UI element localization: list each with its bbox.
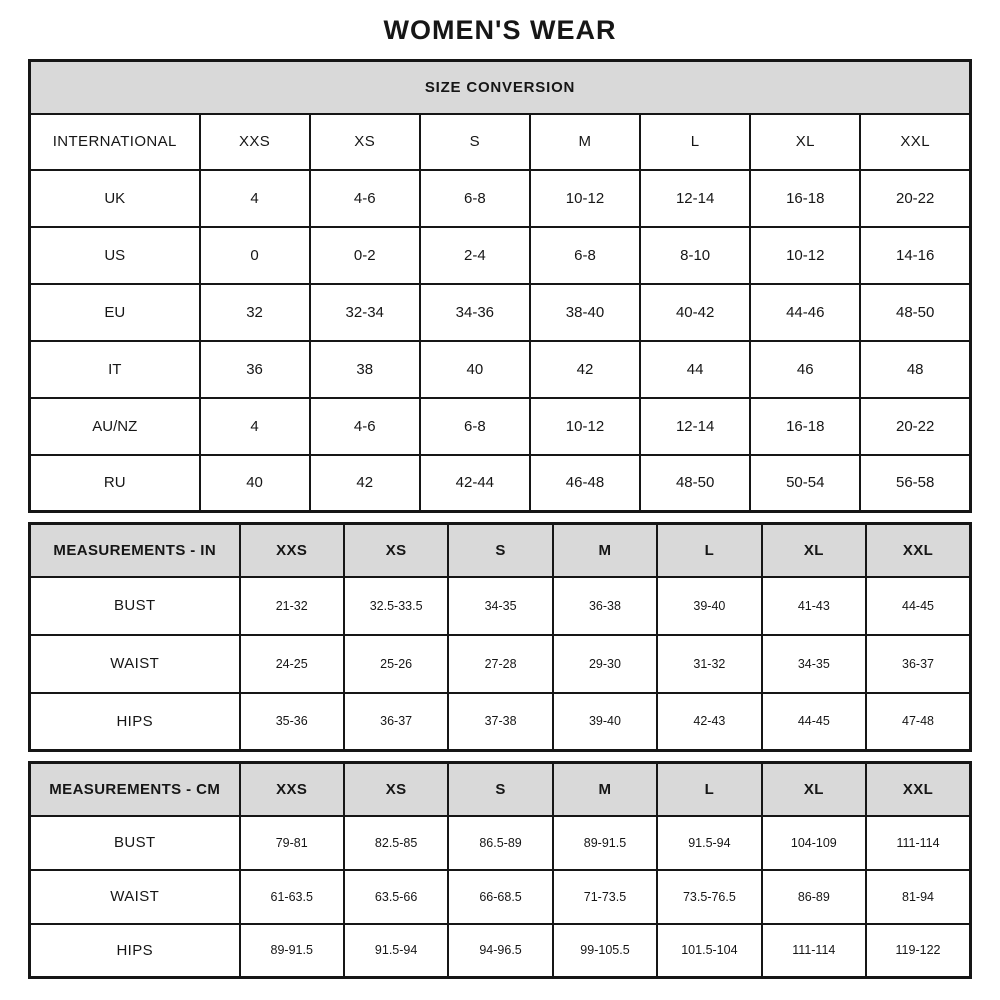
cell-uk-xl: 16-18 [750, 170, 860, 227]
cell-hips-xl: 44-45 [762, 693, 866, 751]
row-label-hips: HIPS [30, 924, 240, 978]
header-label-measurements-cm: MEASUREMENTS - CM [30, 763, 240, 816]
row-label-ru: RU [30, 455, 200, 512]
cell-bust-xxs: 79-81 [240, 816, 344, 870]
header-row [30, 524, 971, 577]
cell-bust-s: 86.5-89 [448, 816, 552, 870]
table-row-au-nz [30, 398, 971, 455]
cell-bust-m: 89-91.5 [553, 816, 657, 870]
tables-container [28, 59, 972, 979]
cell-waist-xl: 86-89 [762, 870, 866, 924]
cell-uk-s: 6-8 [420, 170, 530, 227]
cell-hips-l: 42-43 [657, 693, 761, 751]
header-size-m: M [553, 524, 657, 577]
cell-eu-xl: 44-46 [750, 284, 860, 341]
cell-it-s: 40 [420, 341, 530, 398]
cell-hips-l: 101.5-104 [657, 924, 761, 978]
row-label-bust: BUST [30, 577, 240, 635]
cell-waist-l: 31-32 [657, 635, 761, 693]
row-label-uk: UK [30, 170, 200, 227]
cell-us-xl: 10-12 [750, 227, 860, 284]
cell-hips-s: 37-38 [448, 693, 552, 751]
cell-waist-xs: 63.5-66 [344, 870, 448, 924]
measurements-in-table [28, 522, 972, 752]
cell-it-xs: 38 [310, 341, 420, 398]
cell-eu-xxs: 32 [200, 284, 310, 341]
cell-bust-s: 34-35 [448, 577, 552, 635]
table-row-it [30, 341, 971, 398]
table-row-bust [30, 816, 971, 870]
cell-it-xxl: 48 [860, 341, 970, 398]
cell-us-xxs: 0 [200, 227, 310, 284]
header-size-xl: XL [762, 763, 866, 816]
size-conversion-table [28, 59, 972, 513]
cell-au-nz-xxs: 4 [200, 398, 310, 455]
cell-us-l: 8-10 [640, 227, 750, 284]
header-size-xxl: XXL [860, 114, 970, 170]
cell-hips-xxl: 47-48 [866, 693, 970, 751]
cell-us-xxl: 14-16 [860, 227, 970, 284]
header-size-s: S [448, 763, 552, 816]
cell-au-nz-xl: 16-18 [750, 398, 860, 455]
table-row-hips [30, 693, 971, 751]
table-row-us [30, 227, 971, 284]
table-row-eu [30, 284, 971, 341]
cell-bust-xs: 32.5-33.5 [344, 577, 448, 635]
header-size-l: L [657, 763, 761, 816]
cell-waist-xxs: 24-25 [240, 635, 344, 693]
cell-hips-xl: 111-114 [762, 924, 866, 978]
row-label-eu: EU [30, 284, 200, 341]
cell-us-s: 2-4 [420, 227, 530, 284]
cell-bust-xxl: 44-45 [866, 577, 970, 635]
cell-au-nz-xs: 4-6 [310, 398, 420, 455]
cell-bust-xl: 104-109 [762, 816, 866, 870]
header-size-s: S [420, 114, 530, 170]
cell-bust-xs: 82.5-85 [344, 816, 448, 870]
cell-bust-l: 91.5-94 [657, 816, 761, 870]
cell-bust-l: 39-40 [657, 577, 761, 635]
cell-bust-xxs: 21-32 [240, 577, 344, 635]
header-row [30, 114, 971, 170]
cell-ru-xl: 50-54 [750, 455, 860, 512]
cell-uk-l: 12-14 [640, 170, 750, 227]
cell-waist-xxs: 61-63.5 [240, 870, 344, 924]
cell-it-m: 42 [530, 341, 640, 398]
cell-au-nz-l: 12-14 [640, 398, 750, 455]
header-size-xxl: XXL [866, 524, 970, 577]
table-row-ru [30, 455, 971, 512]
cell-it-xxs: 36 [200, 341, 310, 398]
header-label-measurements-in: MEASUREMENTS - IN [30, 524, 240, 577]
table-row-waist [30, 870, 971, 924]
cell-eu-s: 34-36 [420, 284, 530, 341]
row-label-us: US [30, 227, 200, 284]
cell-it-l: 44 [640, 341, 750, 398]
cell-ru-s: 42-44 [420, 455, 530, 512]
table-title-band [30, 61, 971, 114]
cell-hips-s: 94-96.5 [448, 924, 552, 978]
header-size-xxs: XXS [240, 763, 344, 816]
row-label-it: IT [30, 341, 200, 398]
cell-ru-xxs: 40 [200, 455, 310, 512]
cell-uk-m: 10-12 [530, 170, 640, 227]
cell-uk-xxs: 4 [200, 170, 310, 227]
cell-waist-s: 27-28 [448, 635, 552, 693]
header-size-xs: XS [344, 763, 448, 816]
table-row-uk [30, 170, 971, 227]
cell-eu-l: 40-42 [640, 284, 750, 341]
cell-waist-m: 71-73.5 [553, 870, 657, 924]
cell-waist-m: 29-30 [553, 635, 657, 693]
row-label-waist: WAIST [30, 635, 240, 693]
cell-waist-l: 73.5-76.5 [657, 870, 761, 924]
cell-ru-xxl: 56-58 [860, 455, 970, 512]
cell-waist-xs: 25-26 [344, 635, 448, 693]
cell-bust-xxl: 111-114 [866, 816, 970, 870]
cell-waist-xxl: 81-94 [866, 870, 970, 924]
cell-au-nz-s: 6-8 [420, 398, 530, 455]
cell-waist-xxl: 36-37 [866, 635, 970, 693]
header-size-l: L [640, 114, 750, 170]
header-size-xs: XS [344, 524, 448, 577]
cell-eu-xxl: 48-50 [860, 284, 970, 341]
cell-hips-xs: 91.5-94 [344, 924, 448, 978]
cell-hips-xxs: 35-36 [240, 693, 344, 751]
cell-waist-s: 66-68.5 [448, 870, 552, 924]
size-conversion-title: SIZE CONVERSION [30, 61, 971, 114]
measurements-cm-table [28, 761, 972, 979]
cell-us-xs: 0-2 [310, 227, 420, 284]
header-size-xs: XS [310, 114, 420, 170]
cell-it-xl: 46 [750, 341, 860, 398]
cell-waist-xl: 34-35 [762, 635, 866, 693]
header-size-m: M [553, 763, 657, 816]
row-label-waist: WAIST [30, 870, 240, 924]
cell-ru-m: 46-48 [530, 455, 640, 512]
cell-hips-m: 99-105.5 [553, 924, 657, 978]
row-label-hips: HIPS [30, 693, 240, 751]
header-size-s: S [448, 524, 552, 577]
header-size-xl: XL [762, 524, 866, 577]
table-row-waist [30, 635, 971, 693]
table-row-bust [30, 577, 971, 635]
header-size-xxl: XXL [866, 763, 970, 816]
cell-hips-xs: 36-37 [344, 693, 448, 751]
header-size-l: L [657, 524, 761, 577]
header-row [30, 763, 971, 816]
cell-eu-m: 38-40 [530, 284, 640, 341]
cell-us-m: 6-8 [530, 227, 640, 284]
header-size-m: M [530, 114, 640, 170]
cell-hips-m: 39-40 [553, 693, 657, 751]
cell-hips-xxs: 89-91.5 [240, 924, 344, 978]
row-label-bust: BUST [30, 816, 240, 870]
table-row-hips [30, 924, 971, 978]
header-size-xxs: XXS [240, 524, 344, 577]
header-size-xl: XL [750, 114, 860, 170]
row-label-au-nz: AU/NZ [30, 398, 200, 455]
cell-au-nz-m: 10-12 [530, 398, 640, 455]
cell-ru-xs: 42 [310, 455, 420, 512]
cell-uk-xxl: 20-22 [860, 170, 970, 227]
cell-bust-m: 36-38 [553, 577, 657, 635]
cell-ru-l: 48-50 [640, 455, 750, 512]
header-size-xxs: XXS [200, 114, 310, 170]
cell-au-nz-xxl: 20-22 [860, 398, 970, 455]
cell-uk-xs: 4-6 [310, 170, 420, 227]
header-label-international: INTERNATIONAL [30, 114, 200, 170]
page-title: WOMEN'S WEAR [383, 15, 617, 45]
cell-hips-xxl: 119-122 [866, 924, 970, 978]
cell-bust-xl: 41-43 [762, 577, 866, 635]
cell-eu-xs: 32-34 [310, 284, 420, 341]
